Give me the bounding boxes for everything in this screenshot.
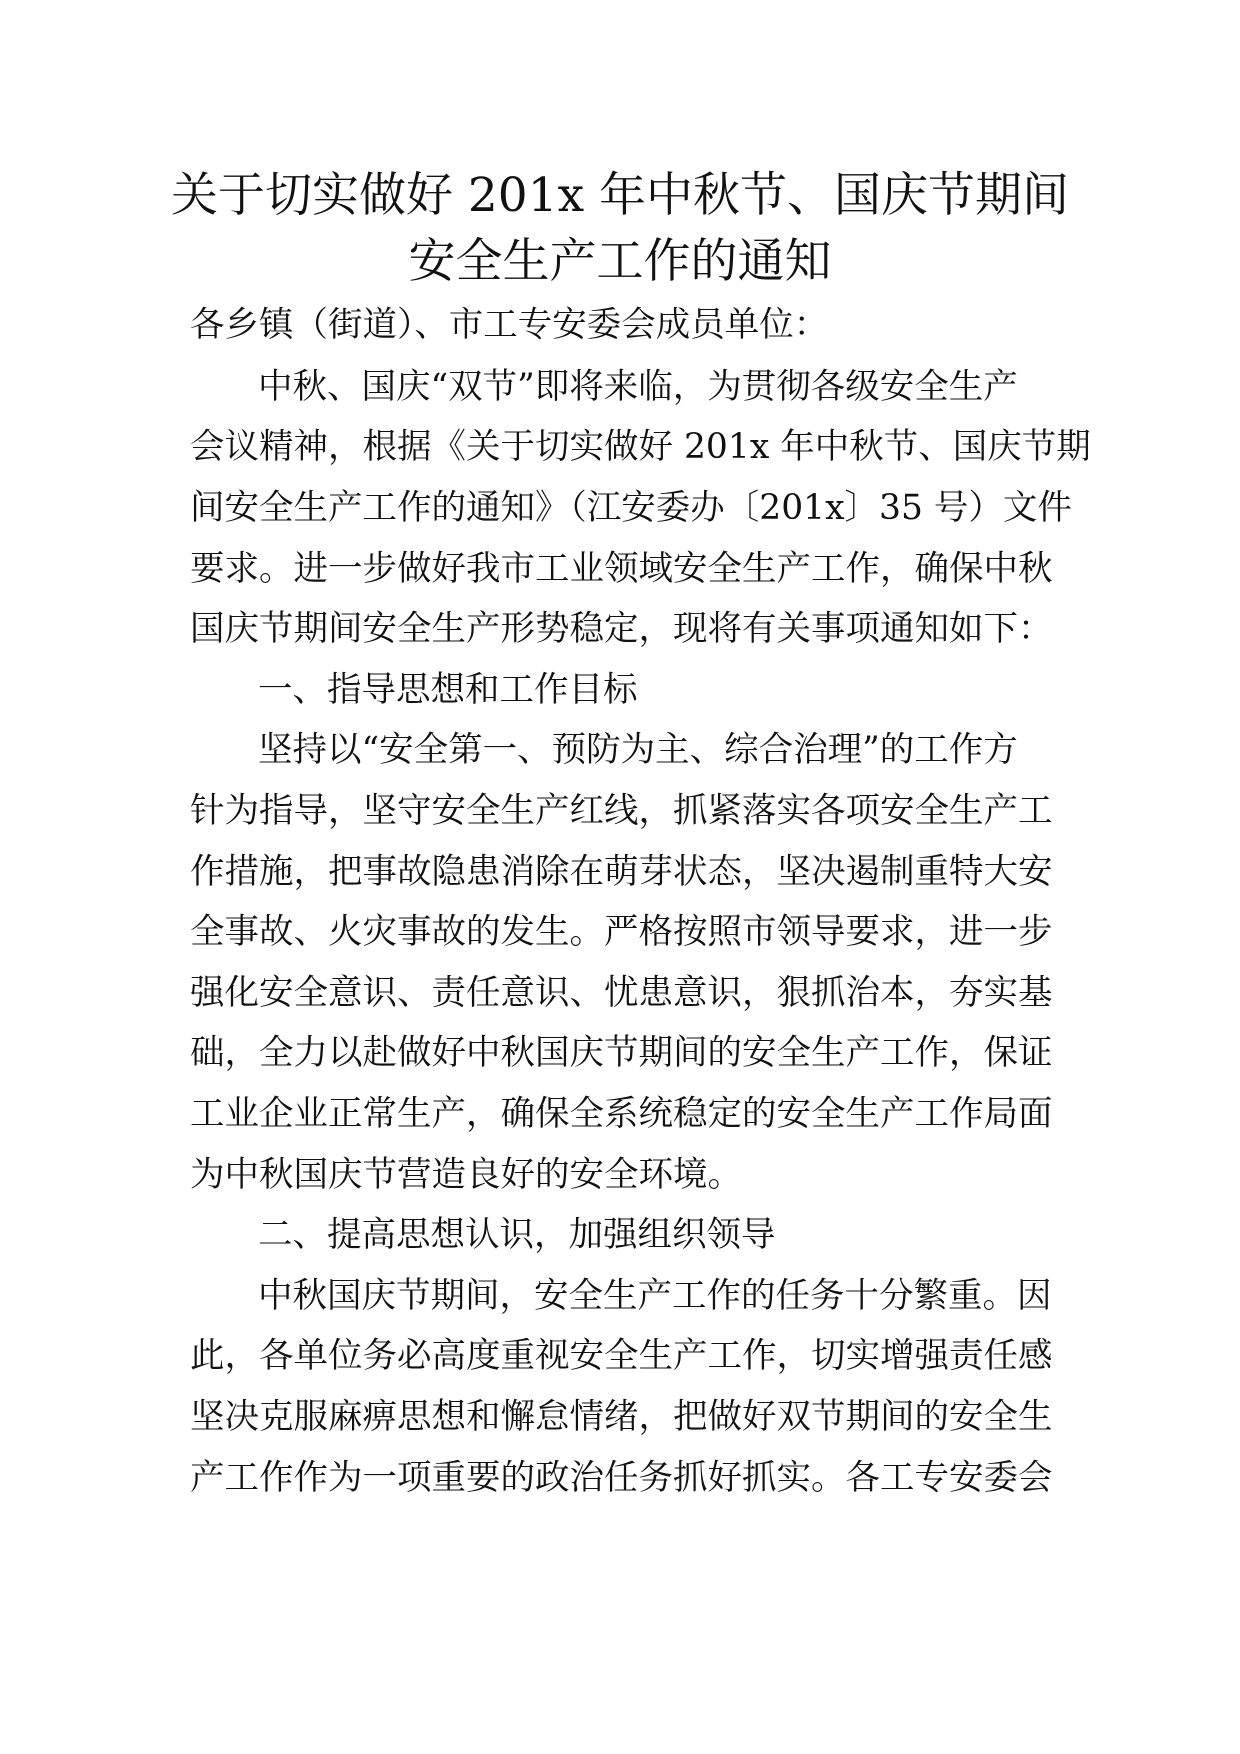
paragraph-2-line: 工业企业正常生产，确保全系统稳定的安全生产工作局面: [190, 1094, 1053, 1134]
document-title-line-1: 关于切实做好 201x 年中秋节、国庆节期间: [170, 168, 1070, 223]
document-title-line-2: 安全生产工作的通知: [408, 234, 832, 289]
paragraph-1-line: 要求。进一步做好我市工业领域安全生产工作，确保中秋: [190, 549, 1053, 589]
section-heading-1: 一、指导思想和工作目标: [258, 670, 638, 710]
salutation: 各乡镇（街道）、市工专安委会成员单位：: [190, 305, 829, 345]
paragraph-1-line: 间安全生产工作的通知》（江安委办〔201x〕35 号）文件: [190, 488, 1072, 528]
paragraph-2-line: 为中秋国庆节营造良好的安全环境。: [190, 1155, 742, 1195]
paragraph-2-line: 坚持以“安全第一、预防为主、综合治理”的工作方: [258, 730, 1018, 770]
paragraph-2-line: 强化安全意识、责任意识、忧患意识，狠抓治本，夯实基: [190, 973, 1053, 1013]
paragraph-1-line: 国庆节期间安全生产形势稳定，现将有关事项通知如下：: [190, 609, 1053, 649]
paragraph-2-line: 全事故、火灾事故的发生。严格按照市领导要求，进一步: [190, 912, 1053, 952]
paragraph-3-line: 中秋国庆节期间，安全生产工作的任务十分繁重。因: [258, 1276, 1052, 1316]
paragraph-3-line: 坚决克服麻痹思想和懈怠情绪，把做好双节期间的安全生: [190, 1397, 1053, 1437]
paragraph-3-line: 此，各单位务必高度重视安全生产工作，切实增强责任感: [190, 1336, 1053, 1376]
paragraph-3-line: 产工作作为一项重要的政治任务抓好抓实。各工专安委会: [190, 1458, 1053, 1498]
section-heading-2: 二、提高思想认识，加强组织领导: [258, 1215, 776, 1255]
paragraph-2-line: 础，全力以赴做好中秋国庆节期间的安全生产工作，保证: [190, 1033, 1053, 1073]
paragraph-1-line: 中秋、国庆“双节”即将来临，为贯彻各级安全生产: [258, 367, 1018, 407]
paragraph-2-line: 针为指导，坚守安全生产红线，抓紧落实各项安全生产工: [190, 791, 1053, 831]
paragraph-1-line: 会议精神，根据《关于切实做好 201x 年中秋节、国庆节期: [190, 427, 1091, 467]
paragraph-2-line: 作措施，把事故隐患消除在萌芽状态，坚决遏制重特大安: [190, 852, 1053, 892]
